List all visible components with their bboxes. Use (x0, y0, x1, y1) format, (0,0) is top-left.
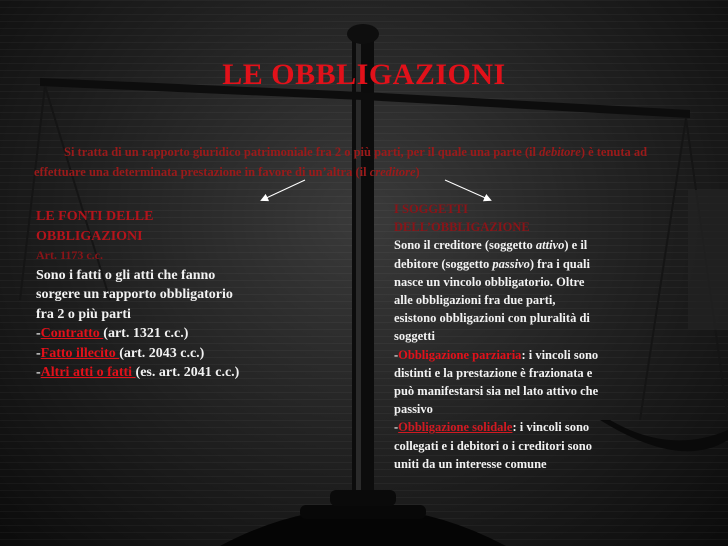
solidale-line-1: -Obbligazione solidale: i vincoli sono (394, 420, 590, 435)
intro-creditore: creditore (369, 165, 416, 179)
fonti-heading-2: OBBLIGAZIONI (36, 228, 143, 244)
parziaria-line-4: passivo (394, 402, 433, 417)
soggetti-line-3: nasce un vincolo obbligatorio. Oltre (394, 274, 585, 289)
parziaria-line-2: distinti e la prestazione è frazionata e (394, 365, 593, 380)
intro-debitore: debitore (539, 145, 581, 159)
soggetti-line-5: esistono obbligazioni con pluralità di (394, 311, 590, 326)
fonti-desc-2: sorgere un rapporto obbligatorio (36, 287, 233, 302)
soggetti-line-4: alle obbligazioni fra due parti, (394, 293, 556, 308)
intro-text-2: ) è tenuta ad effettuare una determinata prestazione in favore di un’altra (il (34, 145, 648, 179)
fonti-article: Art. 1173 c.c. (36, 248, 103, 262)
fonti-section (36, 207, 336, 383)
parziaria-line-1: -Obbligazione parziaria: i vincoli sono (394, 347, 599, 362)
fonti-item-contratto: -Contratto (art. 1321 c.c.) (36, 326, 189, 341)
soggetti-line-6: soggetti (394, 329, 435, 344)
intro-text-3: ) (415, 165, 420, 179)
fonti-item-altri-atti: -Altri atti o fatti (es. art. 2041 c.c.) (36, 365, 240, 380)
soggetti-heading-1: I SOGGETTI (394, 202, 468, 216)
fonti-item-fatto-illecito: -Fatto illecito (art. 2043 c.c.) (36, 345, 205, 361)
solidale-line-3: uniti da un interesse comune (394, 456, 547, 471)
soggetti-heading-2: DELL’OBBLIGAZIONE (394, 220, 530, 235)
obbligazione-solidale-link[interactable]: Obbligazione solidale (398, 420, 513, 435)
contratto-link[interactable]: Contratto (40, 326, 104, 341)
soggetti-line-2: debitore (soggetto passivo) fra i quali (394, 256, 590, 271)
fonti-heading-1: LE FONTI DELLE (36, 209, 154, 224)
soggetti-section (394, 200, 669, 473)
intro-paragraph (34, 142, 694, 182)
intro-text-1: Si tratta di un rapporto giuridico patrimoniale fra 2 o più parti, per il quale una parte (il (64, 145, 540, 159)
parziaria-line-3: può manifestarsi sia nel lato attivo che (394, 384, 599, 399)
fonti-desc-1: Sono i fatti o gli atti che fanno (36, 267, 216, 283)
solidale-line-2: collegati e i debitori o i creditori sono (394, 438, 592, 453)
altri-atti-link[interactable]: Altri atti o fatti (40, 365, 136, 380)
slide-title: LE OBBLIGAZIONI (222, 58, 506, 91)
obbligazione-parziaria-link[interactable]: Obbligazione parziaria (398, 347, 522, 362)
fatto-illecito-link[interactable]: Fatto illecito (40, 345, 120, 361)
soggetti-line-1: Sono il creditore (soggetto attivo) e il (394, 238, 588, 253)
fonti-desc-3: fra 2 o più parti (36, 306, 131, 322)
